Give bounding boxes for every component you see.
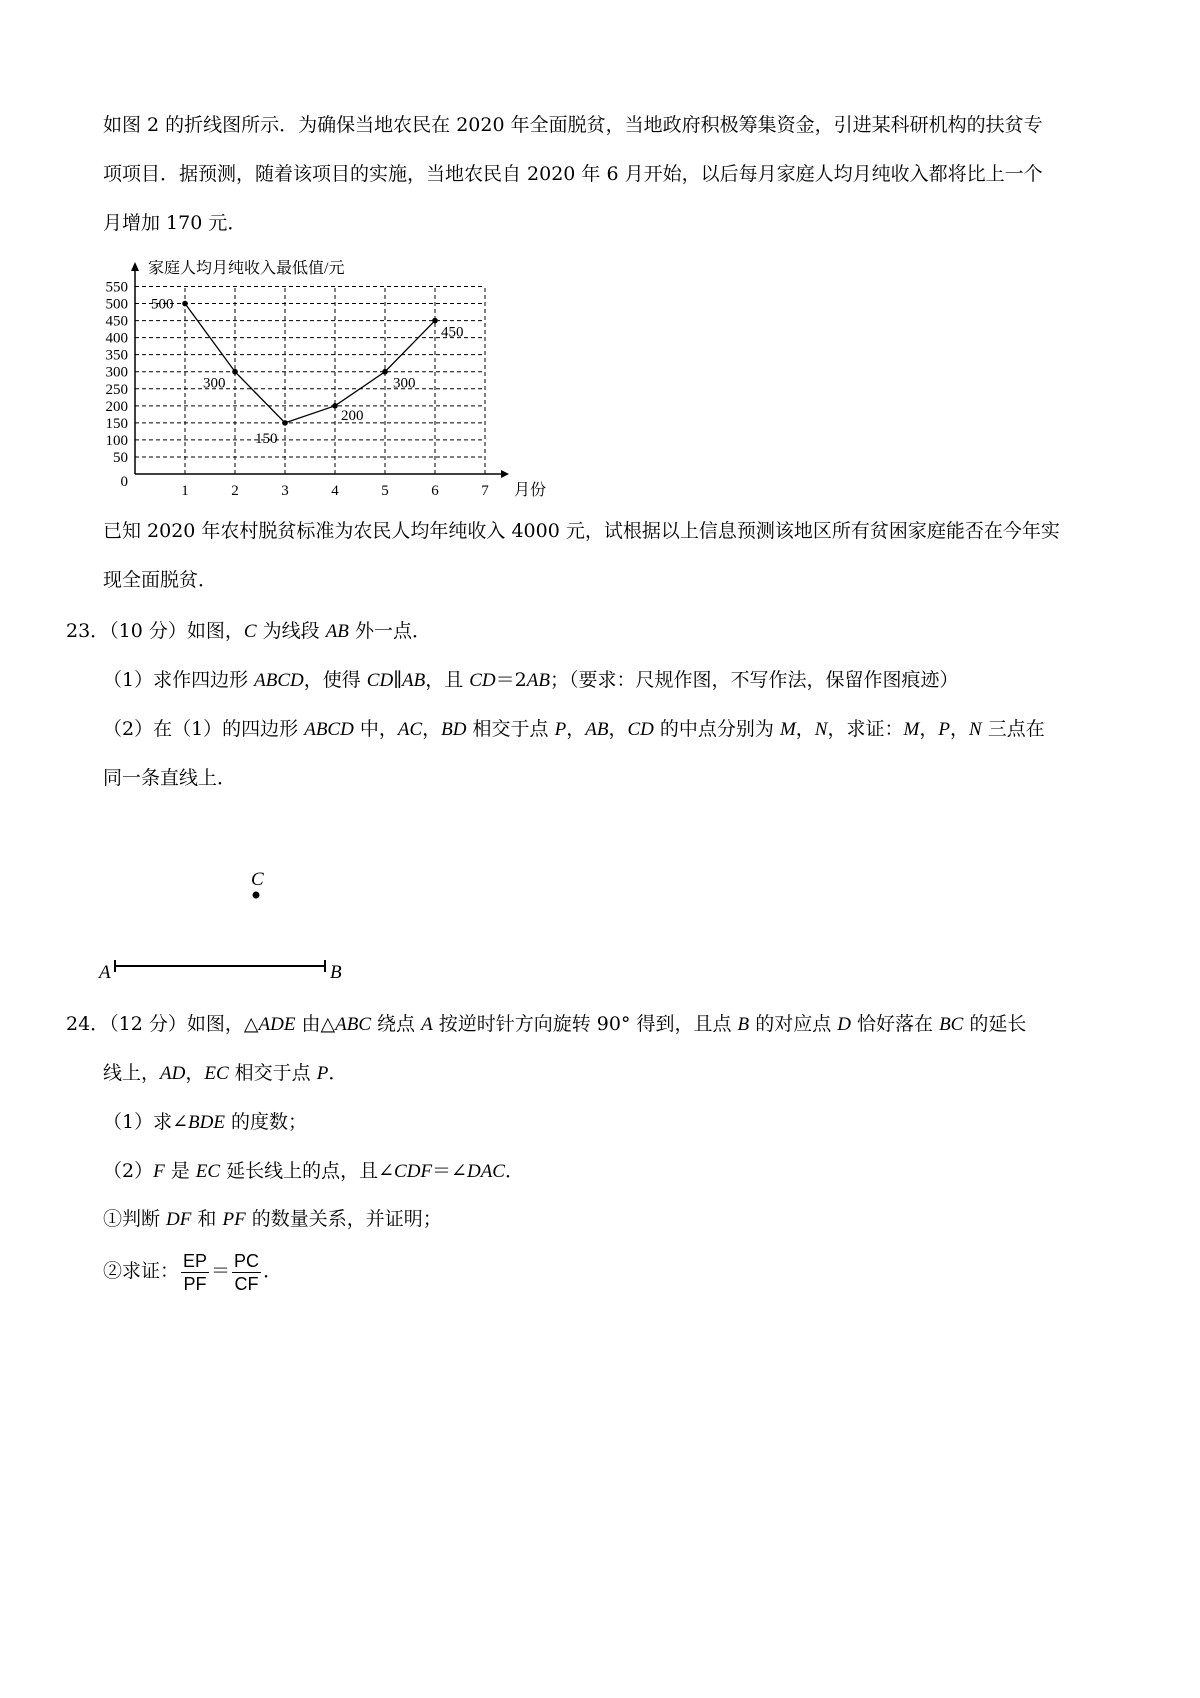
point-c <box>253 892 260 899</box>
q24-l2-d: ． <box>328 1062 348 1084</box>
q23-p2-bd: BD <box>441 719 467 740</box>
q23-p2-ac: AC <box>397 719 423 740</box>
data-point <box>332 403 338 409</box>
q24-l2-p: P <box>316 1063 329 1084</box>
q24-s1-bde: BDE <box>188 1112 225 1133</box>
q23-part2-line2: 同一条直线上． <box>103 767 237 789</box>
q24-s2-ec: EC <box>195 1161 221 1182</box>
intro-line-2: 项项目．据预测，随着该项目的实施，当地农民自 2020 年 6 月开始，以后每月家庭人均月纯收入都将比上一个 <box>103 163 1043 185</box>
x-tick-label: 3 <box>281 483 289 499</box>
q24-l2-a: 线上， <box>103 1062 161 1084</box>
q24-pb: B <box>737 1014 750 1035</box>
q23-p1-text-d: ，且 <box>425 669 470 691</box>
q23-figure <box>95 865 375 990</box>
after-chart-line-1: 已知 2020 年农村脱贫标准为农民人均年纯收入 4000 元，试根据以上信息预测该地区所有贫困家庭能否在今年实 <box>103 520 1060 542</box>
y-tick-label: 250 <box>105 381 128 398</box>
q24-s2-a: （2） <box>103 1160 154 1182</box>
q24-l2-ad: AD <box>160 1063 186 1084</box>
q23-p2-p2: P <box>938 719 950 740</box>
q24-b: 由△ <box>295 1013 336 1035</box>
data-point <box>382 369 388 375</box>
q24-sub2-item1 <box>103 1207 442 1232</box>
q23-head2: 为线段 <box>256 620 326 642</box>
q23-p2-cd: CD <box>627 719 654 740</box>
q23-head3: 外一点． <box>348 620 431 642</box>
y-tick-labels <box>106 280 129 491</box>
series-line <box>185 304 435 423</box>
q23-p2-b: 中， <box>353 718 398 740</box>
y-tick-label: 550 <box>105 279 128 296</box>
q24-c1-df: DF <box>166 1209 192 1230</box>
q23-p2-h: ， <box>795 718 815 740</box>
q23-p2-p: P <box>554 719 567 740</box>
q23-p2-a: （2）在（1）的四边形 <box>103 718 305 740</box>
q23-p2-f: ， <box>608 718 628 740</box>
data-point <box>182 301 188 307</box>
q23-p1-abcd: ABCD <box>254 670 304 691</box>
q23-p2-abcd: ABCD <box>304 719 354 740</box>
q24-c1-b: 和 <box>191 1208 223 1230</box>
q23-p2-e: ， <box>566 718 586 740</box>
q24-e: 的对应点 <box>749 1013 838 1035</box>
q23-p2-l: 三点在 <box>981 718 1045 740</box>
y-tick-label: 150 <box>105 415 128 432</box>
y-tick-label: 200 <box>105 398 128 415</box>
q24-s2-c: 延长线上的点，且∠ <box>220 1160 395 1182</box>
q23-p2-d: 相交于点 <box>466 718 555 740</box>
fraction-2-denominator: CF <box>234 1273 259 1294</box>
x-tick-label: 1 <box>181 483 189 499</box>
y-tick-label: 0 <box>120 474 128 490</box>
fraction-1-denominator: PF <box>183 1273 207 1294</box>
fraction-1-numerator: EP <box>183 1250 208 1271</box>
data-point <box>282 420 288 426</box>
point-a-label: A <box>99 962 111 983</box>
q23-p2-j: ， <box>919 718 939 740</box>
q23-c: C <box>243 621 257 642</box>
q23-p2-n: N <box>814 719 828 740</box>
x-tick-label: 4 <box>331 483 339 499</box>
q23-p1-cd2: CD <box>469 670 496 691</box>
q24-d: 按逆时针方向旋转 90° 得到，且点 <box>432 1013 738 1035</box>
q24-c1-c: 的数量关系，并证明； <box>245 1208 442 1230</box>
q24-c: 绕点 <box>371 1013 422 1035</box>
y-tick-label: 100 <box>105 432 128 449</box>
data-label: 300 <box>393 375 416 392</box>
data-label: 300 <box>203 375 226 392</box>
x-tick-label: 2 <box>231 483 239 499</box>
q24-a: 24．（12 分）如图，△ <box>66 1013 259 1035</box>
q23-p1-text: （1）求作四边形 <box>103 669 255 691</box>
q24-c2-end: ． <box>263 1260 283 1282</box>
point-c-label: C <box>251 869 264 890</box>
q23-head: 23．（10 分）如图， <box>66 620 244 642</box>
q23-p1-cd: CD <box>366 670 394 691</box>
y-tick-label: 50 <box>113 449 128 466</box>
q23-p2-n2: N <box>968 719 982 740</box>
x-tick-labels <box>181 483 489 499</box>
q23-p1-ab2: AB <box>526 670 550 691</box>
data-label: 450 <box>441 324 464 341</box>
q23-p2-k: ， <box>949 718 969 740</box>
data-point <box>232 369 238 375</box>
q24-s2-f: F <box>153 1161 165 1182</box>
q24-sub1 <box>103 1110 307 1135</box>
q23-p1-requirement: ；（要求：尺规作图，不写作法，保留作图痕迹） <box>549 669 959 691</box>
q24-c1-a: ①判断 <box>103 1208 167 1230</box>
q23-p2-ab: AB <box>585 719 609 740</box>
q24-s1-a: （1）求∠ <box>103 1111 189 1133</box>
x-tick-label: 5 <box>381 483 389 499</box>
q24-abc: ABC <box>335 1014 371 1035</box>
q23-p2-m: M <box>779 719 796 740</box>
q24-l2-b: ， <box>185 1062 205 1084</box>
q24-s2-b: 是 <box>164 1160 196 1182</box>
q24-f: 恰好落在 <box>850 1013 940 1035</box>
q24-s2-e: ． <box>504 1160 524 1182</box>
fraction-pc-cf <box>232 1250 261 1295</box>
y-tick-label: 400 <box>105 330 128 347</box>
y-tick-label: 450 <box>105 313 128 330</box>
q23-p2-c: ， <box>422 718 442 740</box>
q24-sub2 <box>103 1159 524 1184</box>
point-b-label: B <box>330 962 342 983</box>
q24-stem-line1 <box>66 1012 1026 1037</box>
x-tick-label: 6 <box>431 483 439 499</box>
q23-p2-m2: M <box>903 719 920 740</box>
q24-ade: ADE <box>258 1014 296 1035</box>
chart-grid <box>135 287 485 475</box>
y-tick-label: 350 <box>105 347 128 364</box>
q23-part1 <box>103 668 958 693</box>
q23-ab: AB <box>325 621 349 642</box>
x-axis-label: 月份 <box>514 482 547 499</box>
q24-stem-line2 <box>103 1061 347 1086</box>
q24-bc: BC <box>939 1014 964 1035</box>
q24-l2-c: 相交于点 <box>228 1062 317 1084</box>
data-label: 200 <box>341 407 364 424</box>
income-line-chart <box>100 260 580 510</box>
q23-p1-parallel: ∥ <box>393 669 402 691</box>
q24-pa: A <box>421 1014 433 1035</box>
intro-line-3: 月增加 170 元． <box>103 212 247 234</box>
q23-p2-g: 的中点分别为 <box>653 718 780 740</box>
after-chart-line-2: 现全面脱贫． <box>103 569 218 591</box>
q23-stem <box>66 619 431 644</box>
chart-axes <box>131 262 509 478</box>
q24-g: 的延长 <box>963 1013 1027 1035</box>
q24-c1-pf: PF <box>222 1209 246 1230</box>
q24-s1-b: 的度数； <box>224 1111 307 1133</box>
x-axis-arrow <box>501 470 509 478</box>
data-label: 500 <box>151 296 174 313</box>
q23-p1-text-b: ，使得 <box>303 669 367 691</box>
q23-p2-i: ，求证： <box>827 718 904 740</box>
y-axis-label: 家庭人均月纯收入最低值/元 <box>148 260 345 277</box>
fraction-ep-pf <box>181 1250 209 1295</box>
y-axis-arrow <box>131 262 139 271</box>
q24-s2-dac: DAC <box>466 1161 505 1182</box>
q24-s2-d: ＝∠ <box>432 1160 467 1182</box>
data-label: 150 <box>255 430 278 447</box>
q24-pd: D <box>837 1014 851 1035</box>
data-point <box>432 318 438 324</box>
q24-c2-a: ②求证： <box>103 1260 180 1282</box>
q24-s2-cdf: CDF <box>394 1161 433 1182</box>
y-tick-label: 300 <box>105 364 128 381</box>
y-tick-label: 500 <box>105 296 128 313</box>
q23-part2 <box>103 717 1045 742</box>
q23-p1-ab: AB <box>401 670 426 691</box>
intro-line-1: 如图 2 的折线图所示．为确保当地农民在 2020 年全面脱贫，当地政府积极筹集资金，引进某科研机构的扶贫专 <box>103 114 1043 136</box>
q24-l2-ec: EC <box>204 1063 229 1084</box>
equals-sign: ＝ <box>211 1260 231 1282</box>
fraction-2-numerator: PC <box>234 1250 260 1271</box>
q24-sub2-item2 <box>103 1249 282 1295</box>
x-tick-label: 7 <box>481 483 489 499</box>
q23-p1-eq: ＝2 <box>495 669 527 691</box>
